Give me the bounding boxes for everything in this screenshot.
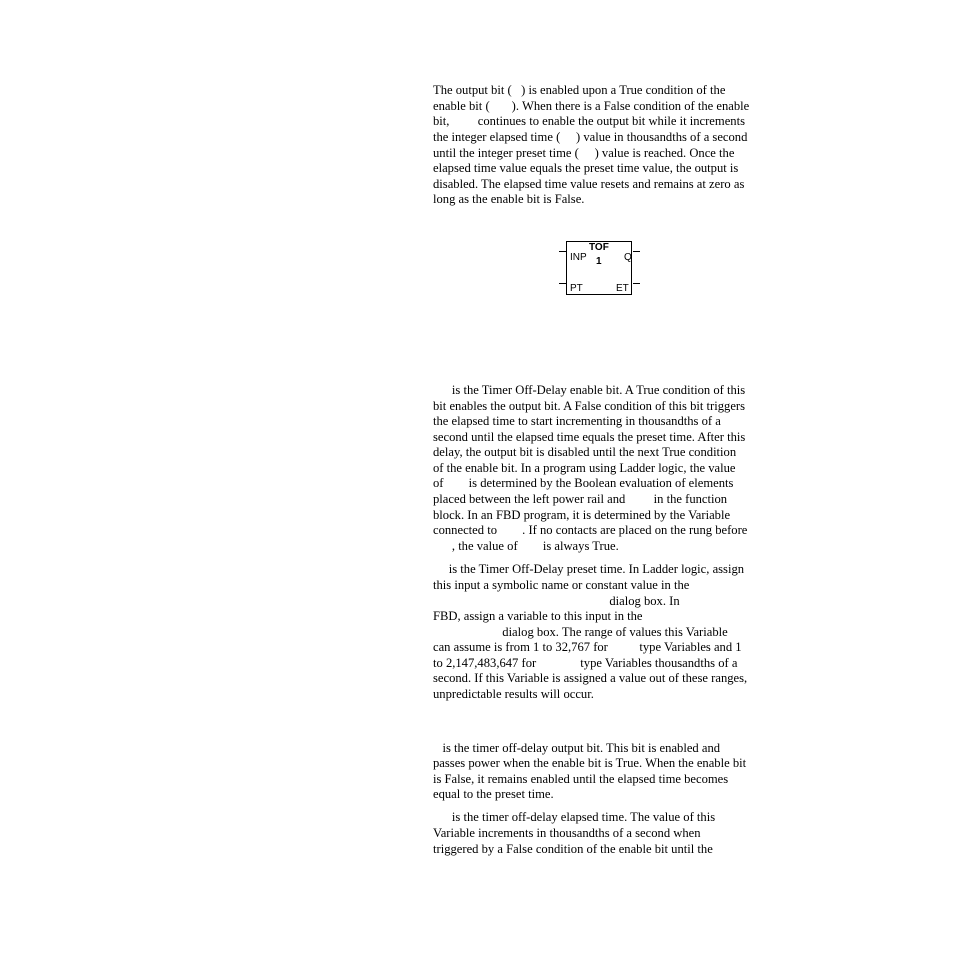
inp-line: , the value of is always True. bbox=[433, 539, 619, 553]
q-pin-label: Q bbox=[624, 252, 632, 263]
tof-function-block bbox=[558, 238, 642, 298]
intro-line: elapsed time value equals the preset time value, the output is bbox=[433, 161, 739, 175]
pt-line: second. If this Variable is assigned a value out of these ranges, bbox=[433, 671, 748, 685]
inp-line: is the Timer Off-Delay enable bit. A True condition of this bbox=[433, 383, 746, 397]
pt-line: can assume is from 1 to 32,767 for type Variables and 1 bbox=[433, 640, 742, 654]
intro-line: long as the enable bit is False. bbox=[433, 192, 585, 206]
inp-line: block. In an FBD program, it is determined by the Variable bbox=[433, 508, 731, 522]
inp-line: connected to . If no contacts are placed on the rung before bbox=[433, 523, 748, 537]
pt-line: FBD, assign a variable to this input in the bbox=[433, 609, 643, 623]
inp-line: second until the elapsed time equals the preset time. After this bbox=[433, 430, 746, 444]
intro-line: The output bit ( ) is enabled upon a True condition of the bbox=[433, 83, 726, 97]
pt-pin-label: PT bbox=[570, 283, 583, 294]
et-line: is the timer off-delay elapsed time. The value of this bbox=[433, 810, 716, 824]
intro-line: disabled. The elapsed time value resets and remains at zero as bbox=[433, 177, 745, 191]
pt-pin-line bbox=[559, 283, 566, 284]
pt-line: dialog box. The range of values this Variable bbox=[433, 625, 728, 639]
pt-line: is the Timer Off-Delay preset time. In Ladder logic, assign bbox=[433, 562, 745, 576]
q-line: is the timer off-delay output bit. This bit is enabled and bbox=[433, 741, 721, 755]
intro-line: enable bit ( ). When there is a False condition of the enable bbox=[433, 99, 750, 113]
et-pin-line bbox=[633, 283, 640, 284]
inp-line: bit enables the output bit. A False condition of this bit triggers bbox=[433, 399, 746, 413]
q-pin-line bbox=[633, 251, 640, 252]
et-pin-label: ET bbox=[616, 283, 629, 294]
pt-line: dialog box. In bbox=[433, 594, 680, 608]
block-instance: 1 bbox=[596, 256, 602, 267]
inp-line: of is determined by the Boolean evaluation of elements bbox=[433, 476, 734, 490]
inp-line: delay, the output bit is disabled until the next True condition bbox=[433, 445, 737, 459]
inp-line: the elapsed time to start incrementing in thousandths of a bbox=[433, 414, 721, 428]
inp-line: placed between the left power rail and in the function bbox=[433, 492, 728, 506]
q-line: equal to the preset time. bbox=[433, 787, 554, 801]
pt-line: to 2,147,483,647 for type Variables thousandths of a bbox=[433, 656, 738, 670]
pt-line: unpredictable results will occur. bbox=[433, 687, 594, 701]
intro-line: bit, continues to enable the output bit while it increments bbox=[433, 114, 745, 128]
et-line: triggered by a False condition of the enable bit until the bbox=[433, 842, 713, 856]
q-line: is False, it remains enabled until the elapsed time becomes bbox=[433, 772, 729, 786]
et-line: Variable increments in thousandths of a second when bbox=[433, 826, 701, 840]
inp-line: of the enable bit. In a program using Ladder logic, the value bbox=[433, 461, 736, 475]
intro-line: the integer elapsed time ( ) value in thousandths of a second bbox=[433, 130, 748, 144]
inp-pin-line bbox=[559, 251, 566, 252]
inp-pin-label: INP bbox=[570, 252, 587, 263]
intro-line: until the integer preset time ( ) value is reached. Once the bbox=[433, 146, 735, 160]
pt-line: this input a symbolic name or constant value in the bbox=[433, 578, 690, 592]
block-name: TOF bbox=[589, 242, 609, 253]
q-line: passes power when the enable bit is True. When the enable bit bbox=[433, 756, 747, 770]
